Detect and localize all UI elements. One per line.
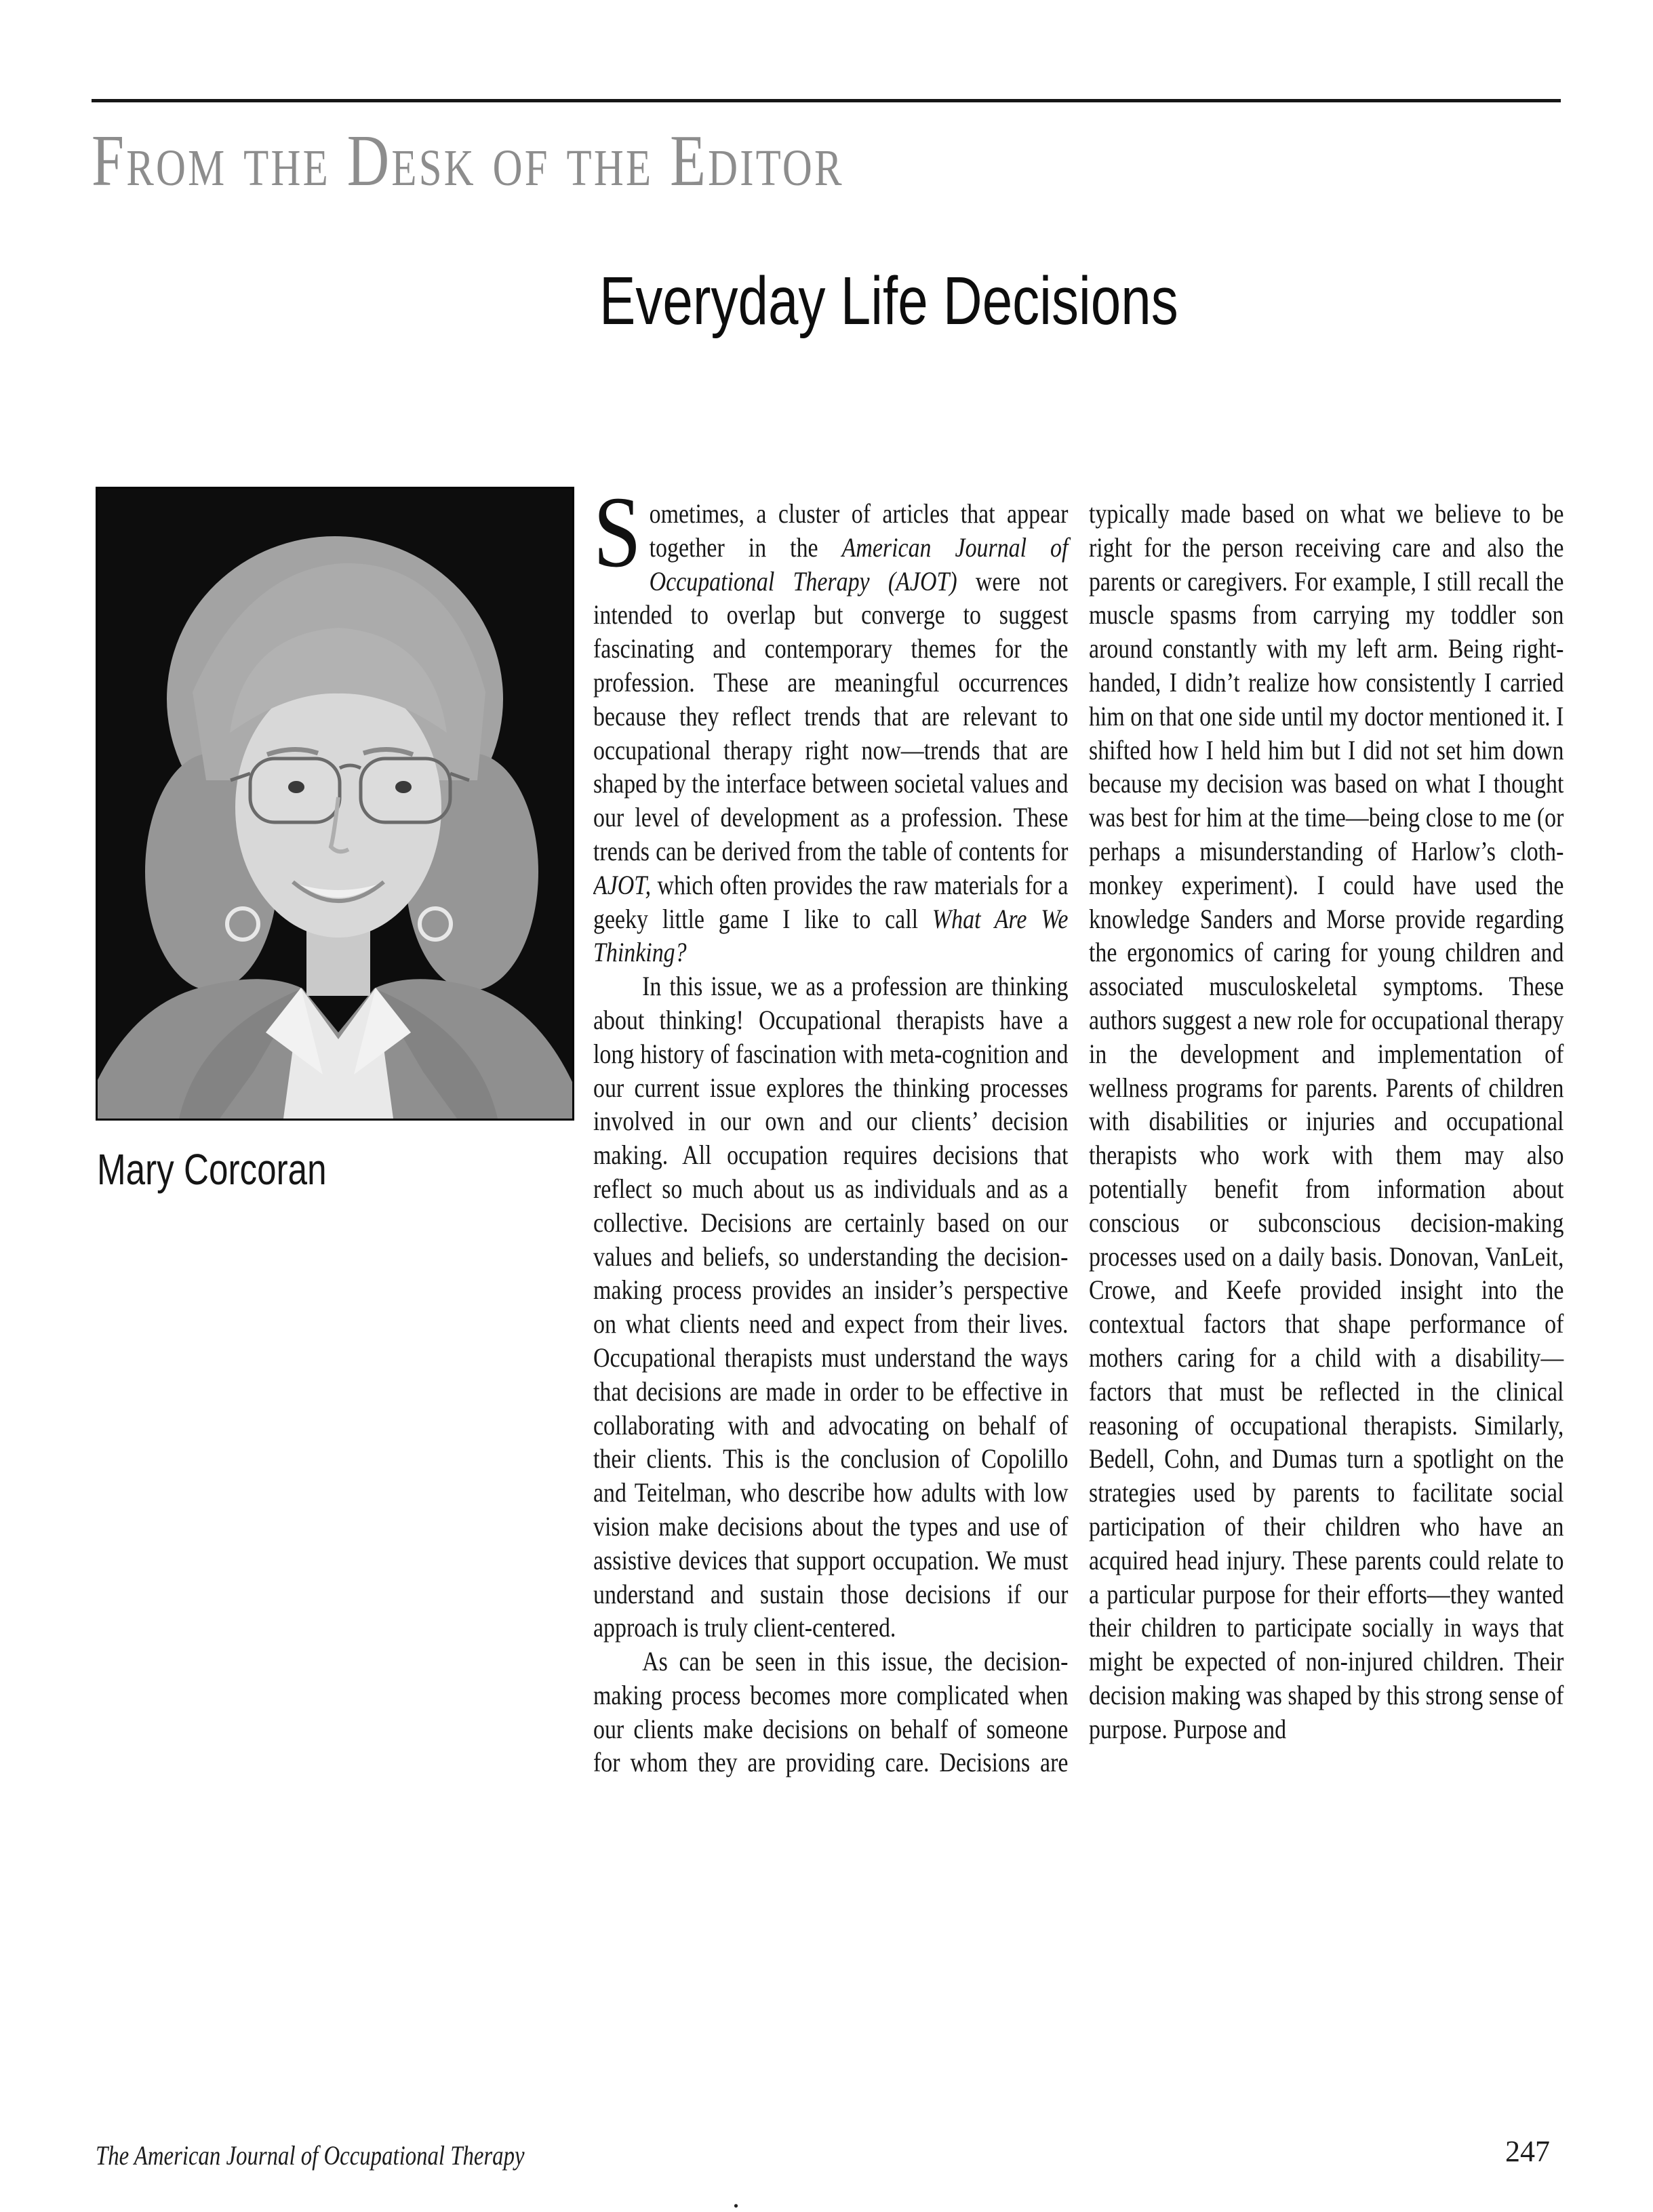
article-title xyxy=(599,263,1323,339)
section-kicker-text: From the Desk of the Editor xyxy=(92,121,844,201)
paragraph xyxy=(593,969,1068,1645)
header-rule xyxy=(92,99,1561,102)
article-text xyxy=(593,497,1564,2055)
text-run: As can be seen in this issue, the decision-making process becomes more complicated when our clients make decisions on behalf of someone for whom they are providing care. Decisions are typically made based on what we believe to be right for the person receiving care and also the parents or caregivers. For example, I still recall the muscle spasms from carrying my toddler son around constantly with my left arm. Being right-handed, I didn’t realize how consistently I carried him on that one side until my doctor mentioned it. I shifted how I held him but I did not set him down because my decision was based on what I thought was best for him at the time—being close to me (or perhaps a misunderstanding of Harlow’s cloth-monkey experiment). I could have used the knowledge Sanders and Morse provide regarding the ergonomics of caring for young children and associated musculoskeletal symptoms. These authors suggest a new role for occupational therapy in the development and implementation of wellness programs for parents. Parents of children with disabilities or injuries and occupational therapists who work with them may also potentially benefit from information about conscious or subconscious decision-making processes used on a daily basis. Donovan, VanLeit, Crowe, and Keefe provided insight into the contextual factors that shape performance of mothers caring for a child with a disability—factors that must be reflected in the clinical reasoning of occupational therapists. Similarly, Bedell, Cohn, and Dumas turn a spotlight on the strategies used by parents to facilitate social participation of their children who have an acquired head injury. These parents could relate to a particular purpose for their efforts—they wanted their children to participate socially in ways that might be expected of non-injured children. Their decision making was shaped by this strong sense of purpose. Purpose and xyxy=(593,498,1564,1778)
text-run: ometimes, a cluster of articles that appear together in the xyxy=(649,498,1069,563)
portrait-photo-illustration xyxy=(98,489,572,1119)
italic-run: What Are We Thinking? xyxy=(593,903,1069,968)
text-run: In this issue, we as a profession are thinking about thinking! Occupational therapists have a long history of fascination with meta-cognition and our current issue explores the thinking processes involved in our own and our clients’ decision making. All occupation requires decisions that reflect so much about us as individuals and as a collective. Decisions are certainly based on our values and beliefs, so understanding the decision-making process provides an insider’s perspective on what clients need and expect from their lives. Occupational therapists must understand the ways that decisions are made in order to be effective in collaborating with and advocating on behalf of their clients. This is the conclusion of Copolillo and Teitelman, who describe how adults with low vision make decisions about the types and use of assistive devices that support occupation. We must understand and sustain those decisions if our approach is truly client-centered. xyxy=(593,971,1069,1643)
italic-run: American Journal of Occupational Therapy (AJOT) xyxy=(649,531,1069,597)
italic-run: AJOT, xyxy=(593,869,652,900)
text-run: which often provides the raw materials for a geeky little game I like to call xyxy=(593,869,1069,934)
footer-journal-name xyxy=(96,2141,618,2171)
paragraph xyxy=(593,497,1068,969)
portrait-photo xyxy=(96,487,574,1121)
footer-page-number: 247 xyxy=(1505,2135,1550,2168)
section-kicker xyxy=(92,121,1032,201)
footer-journal-text: The American Journal of Occupational Therapy xyxy=(96,2140,525,2171)
scan-artifact-dot: . xyxy=(732,2181,740,2212)
dropcap-letter: S xyxy=(593,497,641,588)
photo-caption xyxy=(97,1146,384,1193)
text-run: were not intended to overlap but converge to suggest fascinating and contemporary themes for the profession. These are meaningful occurrences because they reflect trends that are relevant to occupational therapy right now—trends that are shaped by the interface between societal values and our level of development as a profession. These trends can be derived from the table of contents for xyxy=(593,565,1069,866)
photo-caption-text: Mary Corcoran xyxy=(97,1145,327,1194)
article-title-text: Everyday Life Decisions xyxy=(599,263,1178,339)
